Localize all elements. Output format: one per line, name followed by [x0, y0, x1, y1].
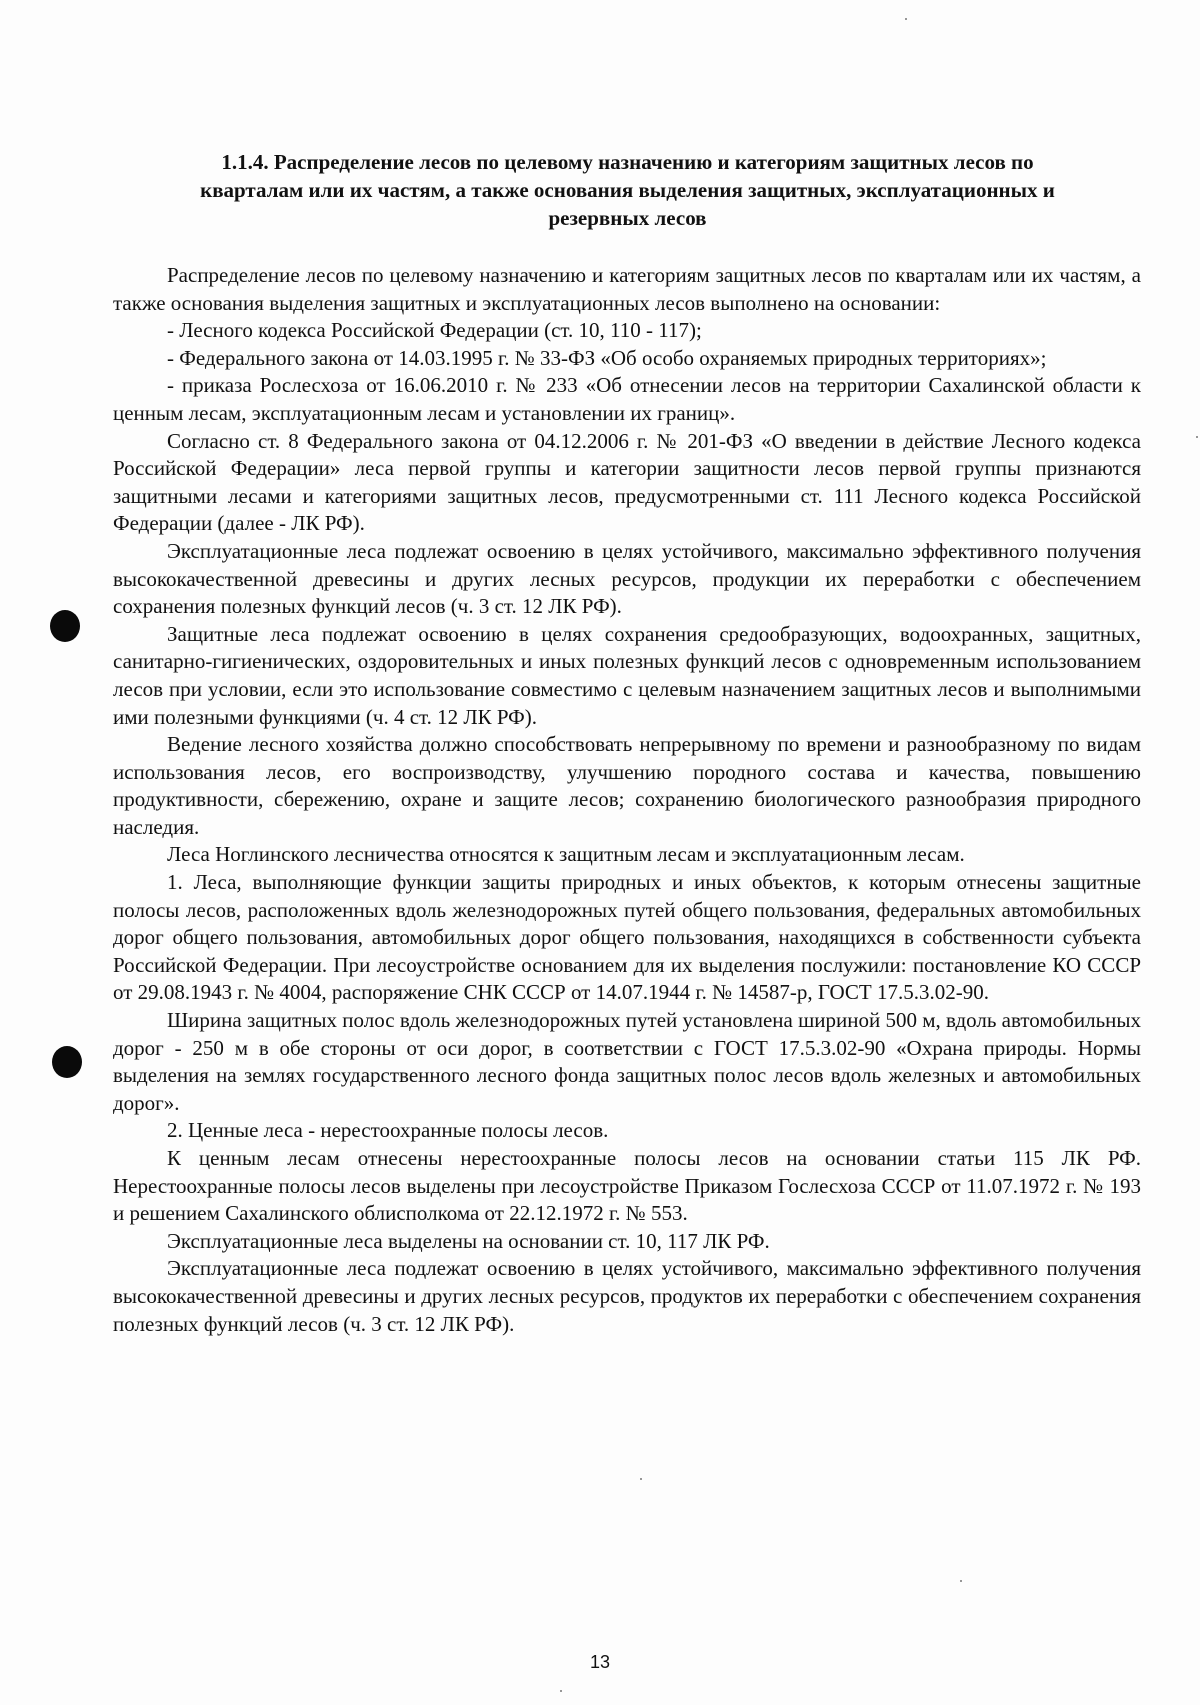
- scan-speck: [640, 1478, 642, 1480]
- punch-hole-mark: [50, 610, 80, 642]
- heading-line: кварталам или их частям, а также основания выделения защитных, эксплуатационных и: [200, 178, 1055, 202]
- body-paragraph: Ведение лесного хозяйства должно способствовать непрерывному по времени и разнообразному по видам использования лесов, его воспроизводству, улучшению породного состава и качества, повышению продуктивности, сбережению, охране и защите лесов; сохранению биологического разнообразия природного наследия.: [113, 732, 1141, 839]
- numbered-paragraph: 1. Леса, выполняющие функции защиты природных и иных объектов, к которым отнесены защитные полосы лесов, расположенных вдоль железнодорожных путей общего пользования, федеральных автомобильных дорог общего пользования, автомобильных дорог общего пользования, находящихся в собственности субъекта Российской Федерации. При лесоустройстве основанием для их выделения послужили: постановление КО СССР от 29.08.1943 г. № 4004, распоряжение СНК СССР от 14.07.1944 г. № 14587-р, ГОСТ 17.5.3.02-90.: [113, 870, 1141, 1005]
- intro-paragraph: Распределение лесов по целевому назначению и категориям защитных лесов по кварталам или их частям, а также основания выделения защитных и эксплуатационных лесов выполнено на основании:: [113, 263, 1141, 315]
- legal-basis-item: - Лесного кодекса Российской Федерации (ст. 10, 110 - 117);: [167, 318, 702, 343]
- body-paragraph: Ширина защитных полос вдоль железнодорожных путей установлена шириной 500 м, вдоль автомобильных дорог - 250 м в обе стороны от оси дорог, в соответствии с ГОСТ 17.5.3.02-90 «Охрана природы. Нормы выделения на землях государственного лесного фонда защитных полос лесов вдоль железных и автомобильных дорог».: [113, 1008, 1141, 1115]
- body-paragraph: К ценным лесам отнесены нерестоохранные полосы лесов на основании статьи 115 ЛК РФ. Нерестоохранные полосы лесов выделены при лесоустройстве Приказом Гослесхоза СССР от 11.07.1972 г. № 193 и решением Сахалинского облисполкома от 22.12.1972 г. № 553.: [113, 1146, 1141, 1226]
- body-paragraph: Эксплуатационные леса выделены на основании ст. 10, 117 ЛК РФ.: [167, 1228, 770, 1253]
- body-paragraph: Согласно ст. 8 Федерального закона от 04.12.2006 г. № 201-ФЗ «О введении в действие Лесного кодекса Российской Федерации» леса первой группы и категории защитности лесов первой группы признаются защитными лесами и категориями защитных лесов, предусмотренными ст. 111 Лесного кодекса Российской Федерации (далее - ЛК РФ).: [113, 428, 1141, 536]
- scan-speck: [960, 1580, 962, 1582]
- heading-line: 1.1.4. Распределение лесов по целевому назначению и категориям защитных лесов по: [221, 150, 1034, 174]
- heading-line: резервных лесов: [548, 206, 707, 230]
- legal-basis-item: - приказа Рослесхоза от 16.06.2010 г. № 233 «Об отнесении лесов на территории Сахалинской области к ценным лесам, эксплуатационным лесам и установлении их границ».: [113, 373, 1141, 425]
- numbered-paragraph: 2. Ценные леса - нерестоохранные полосы лесов.: [167, 1118, 609, 1143]
- scan-speck: [905, 18, 907, 20]
- scan-speck: [560, 1690, 562, 1692]
- body-paragraph: Защитные леса подлежат освоению в целях сохранения средообразующих, водоохранных, защитных, санитарно-гигиенических, оздоровительных и иных полезных функций лесов с одновременным использованием лесов при условии, если это использование совместимо с целевым назначением защитных лесов и выполнимыми ими полезными функциями (ч. 4 ст. 12 ЛК РФ).: [113, 621, 1141, 729]
- body-paragraph: Эксплуатационные леса подлежат освоению в целях устойчивого, максимально эффективного получения высококачественной древесины и других лесных ресурсов, продуктов их переработки с обеспечением сохранения полезных функций лесов (ч. 3 ст. 12 ЛК РФ).: [113, 1256, 1141, 1336]
- legal-basis-item: - Федерального закона от 14.03.1995 г. № 33-ФЗ «Об особо охраняемых природных территориях»;: [167, 345, 1047, 370]
- scan-speck: [1196, 436, 1198, 438]
- document-body: [113, 262, 1141, 1338]
- section-heading: [150, 148, 1105, 232]
- punch-hole-mark: [52, 1046, 82, 1078]
- body-paragraph: Леса Ноглинского лесничества относятся к защитным лесам и эксплуатационным лесам.: [167, 842, 965, 867]
- body-paragraph: Эксплуатационные леса подлежат освоению в целях устойчивого, максимально эффективного получения высококачественной древесины и других лесных ресурсов, продукции их переработки с обеспечением сохранения полезных функций лесов (ч. 3 ст. 12 ЛК РФ).: [113, 538, 1141, 619]
- page-number: 13: [589, 1652, 611, 1672]
